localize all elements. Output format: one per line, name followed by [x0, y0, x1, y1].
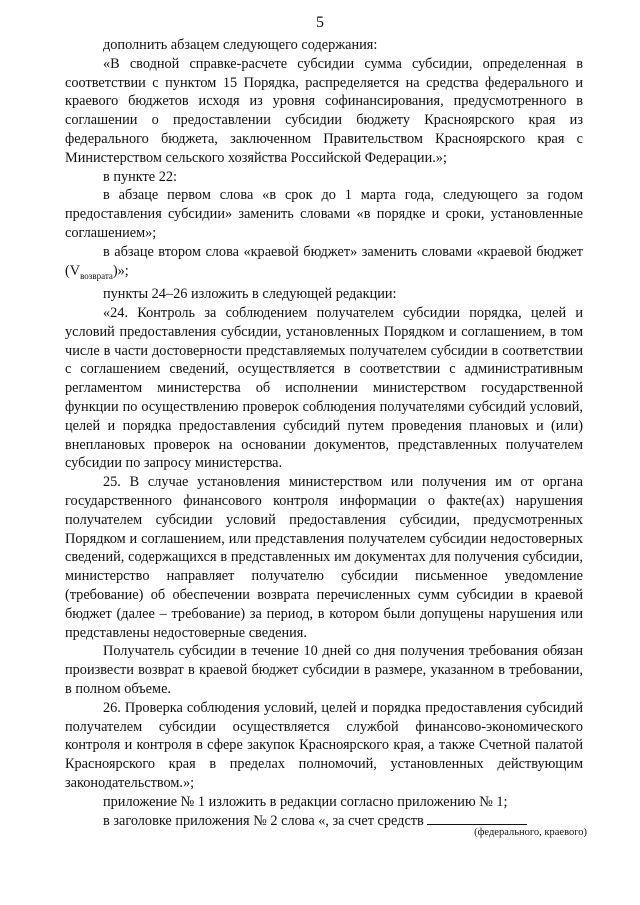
paragraph-3: в пункте 22: — [103, 168, 177, 185]
paragraph-5-suffix: )»; — [112, 262, 129, 279]
paragraph-1: дополнить абзацем следующего содержания: — [103, 37, 378, 53]
page-number: 5 — [316, 14, 324, 31]
footnote-caption: (федерального, краевого) — [474, 827, 587, 838]
paragraph-9: Получатель субсидии в течение 10 дней со дня получения требования обязан произвести возврат в краевой бюджет субсидии в размере, указанном в требовании, в полном объеме. — [65, 643, 583, 697]
paragraph-4: в абзаце первом слова «в срок до 1 марта года, следующего за годом предоставления субсидии» заменить словами «в порядке и сроки, установленные соглашением»; — [65, 187, 583, 241]
document-body — [65, 36, 583, 830]
paragraph-5-text: в абзаце втором слова «краевой бюджет» заменить словами «краевой бюджет (V — [65, 243, 583, 279]
paragraph-7: «24. Контроль за соблюдением получателем субсидии порядка, целей и условий предоставления субсидии, установленных Порядком и соглашением, в том числе в части достоверности представляемых получателем субсидии в соответствии с соглашением сведений, осуществляется в соответствии с административным регламентом министерства об исполнении министерством государственной функции по осуществлению проверок соблюдения получателями субсидий условий, целей и порядка предоставления субсидий путем проведения плановых и (или) внеплановых проверок на основании документов, представленных получателем субсидии по запросу министерства. — [65, 305, 583, 472]
paragraph-12-text: в заголовке приложения № 2 слова «, за счет средств — [103, 812, 424, 829]
paragraph-6: пункты 24–26 изложить в следующей редакции: — [103, 286, 397, 303]
paragraph-2: «В сводной справке-расчете субсидии сумма субсидии, определенная в соответствии с пунктом 15 Порядка, распределяется на средства федерального и краевого бюджетов исходя из уровня софинансирования, предусмотренного в соглашении о предоставлении субсидии бюджету Красноярского края из федерального бюджета, заключенном Правительством Красноярского края с Министерством сельского хозяйства Российской Федерации.»; — [65, 55, 583, 166]
subscript-vozvrata: возврата — [80, 270, 113, 281]
blank-line — [427, 812, 527, 825]
paragraph-8: 25. В случае установления министерством или получения им от органа государственного финансового контроля информации о факте(ах) нарушения получателем субсидии условий предоставления субсидии, предусмотренных Порядком и соглашением, или представления получателем субсидии недостоверных сведений, содержащихся в представленных им документах для получения субсидии, министерство направляет получателю субсидии письменное уведомление (требование) об обеспечении возврата перечисленных сумм субсидии в краевой бюджет (далее – требование) за период, в котором были допущены нарушения или представлены недостоверные сведения. — [65, 474, 583, 641]
paragraph-5 — [65, 243, 583, 285]
paragraph-11: приложение № 1 изложить в редакции согласно приложению № 1; — [103, 793, 508, 810]
paragraph-10: 26. Проверка соблюдения условий, целей и порядка предоставления субсидий получателем субсидии осуществляется службой финансово-экономического контроля и контроля в сфере закупок Красноярского края, а также Счетной палатой Красноярского края в пределах полномочий, установленных действующим законодательством.»; — [65, 699, 583, 791]
